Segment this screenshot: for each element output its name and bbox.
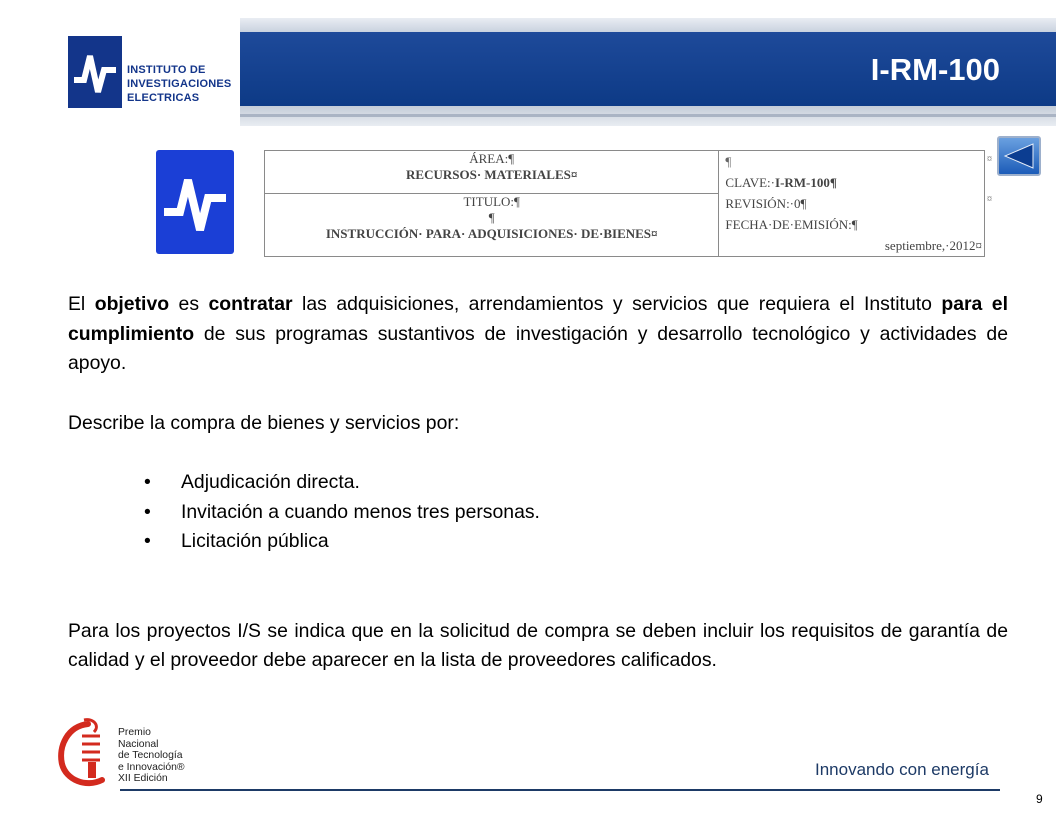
slogan: Innovando con energía (815, 760, 989, 779)
spacer (68, 557, 1008, 617)
page-number: 9 (1036, 792, 1043, 806)
titulo-label: TITULO:¶ (463, 193, 520, 209)
area-cell (265, 151, 719, 194)
fecha-label: FECHA·DE·EMISIÓN:¶ (725, 217, 858, 232)
text-run: El (68, 293, 95, 315)
list-item-text: Licitación pública (181, 530, 329, 552)
premio-line: Premio (118, 727, 151, 738)
org-name (127, 63, 231, 105)
text-run: de sus programas sustantivos de investigación y desarrollo tecnológico y actividades de apoyo. (68, 322, 1008, 374)
clave-label: CLAVE:· (725, 175, 776, 190)
header-band-stripe (240, 114, 1056, 117)
premio-logo-icon (54, 716, 116, 788)
footer-rule (120, 789, 1000, 791)
premio-text (118, 727, 185, 785)
objective-paragraph (68, 290, 1008, 379)
document-logo-icon (156, 150, 234, 254)
area-label: ÁREA:¶ (469, 151, 515, 166)
premio-line: Nacional (118, 738, 159, 750)
doc-info-cell (719, 151, 985, 257)
triangle-left-icon (1003, 142, 1035, 170)
titulo-value: INSTRUCCIÓN· PARA· ADQUISICIONES· DE·BIENES¤ (325, 225, 658, 241)
list-item-text: Adjudicación directa. (181, 471, 360, 493)
projects-paragraph: Para los proyectos I/S se indica que en la solicitud de compra se deben incluir los requisitos de garantía de calidad y el proveedor debe aparecer en la lista de proveedores calificados. (68, 619, 1008, 671)
procurement-methods-list (68, 468, 1008, 557)
bold-cumplimiento: para el cumplimiento (68, 293, 1008, 345)
end-of-row-mark-2: ¤ (987, 194, 992, 205)
org-name-line-2: INVESTIGACIONES (127, 78, 232, 90)
bullet-icon: • (144, 530, 151, 552)
header-band-top (240, 18, 1056, 32)
text-run: las adquisiciones, arrendamientos y servicios que requiera el Instituto (292, 293, 942, 315)
document-code-title: I-RM-100 (870, 52, 1000, 87)
spacer (68, 438, 1008, 468)
pilcrow-mark: ¶ (725, 154, 732, 169)
slide-body (68, 290, 1008, 676)
titulo-cell (265, 193, 719, 256)
bullet-icon: • (144, 471, 151, 493)
bold-objetivo: objetivo (94, 293, 170, 315)
describe-paragraph: Describe la compra de bienes y servicios por: (68, 411, 460, 434)
bullet-icon: • (144, 500, 151, 523)
org-name-line-1: INSTITUTO DE (127, 64, 206, 76)
iie-logo-icon (68, 36, 122, 108)
spacer (68, 379, 1008, 409)
list-item (68, 527, 1008, 557)
org-name-line-3: ELECTRICAS (127, 92, 200, 104)
text-run: es (169, 293, 209, 315)
clave-value: I-RM-100¶ (775, 175, 837, 190)
revision-line: REVISIÓN:·0¶ (725, 196, 807, 211)
premio-line: XII Edición (118, 773, 168, 784)
document-header-table (264, 150, 985, 257)
premio-line: de Tecnología (118, 750, 183, 761)
list-item (68, 498, 1008, 528)
list-item (68, 468, 1008, 498)
premio-line: e Innovación® (118, 761, 185, 773)
back-button[interactable] (997, 136, 1041, 176)
end-of-row-mark-1: ¤ (987, 154, 992, 165)
bold-contratar: contratar (208, 293, 293, 315)
list-item-text: Invitación a cuando menos tres personas. (181, 500, 540, 523)
clave-line (725, 172, 984, 193)
area-value: RECURSOS· MATERIALES¤ (406, 167, 578, 182)
fecha-value: septiembre,·2012¤ (884, 238, 982, 253)
titulo-pilcrow: ¶ (488, 209, 495, 225)
